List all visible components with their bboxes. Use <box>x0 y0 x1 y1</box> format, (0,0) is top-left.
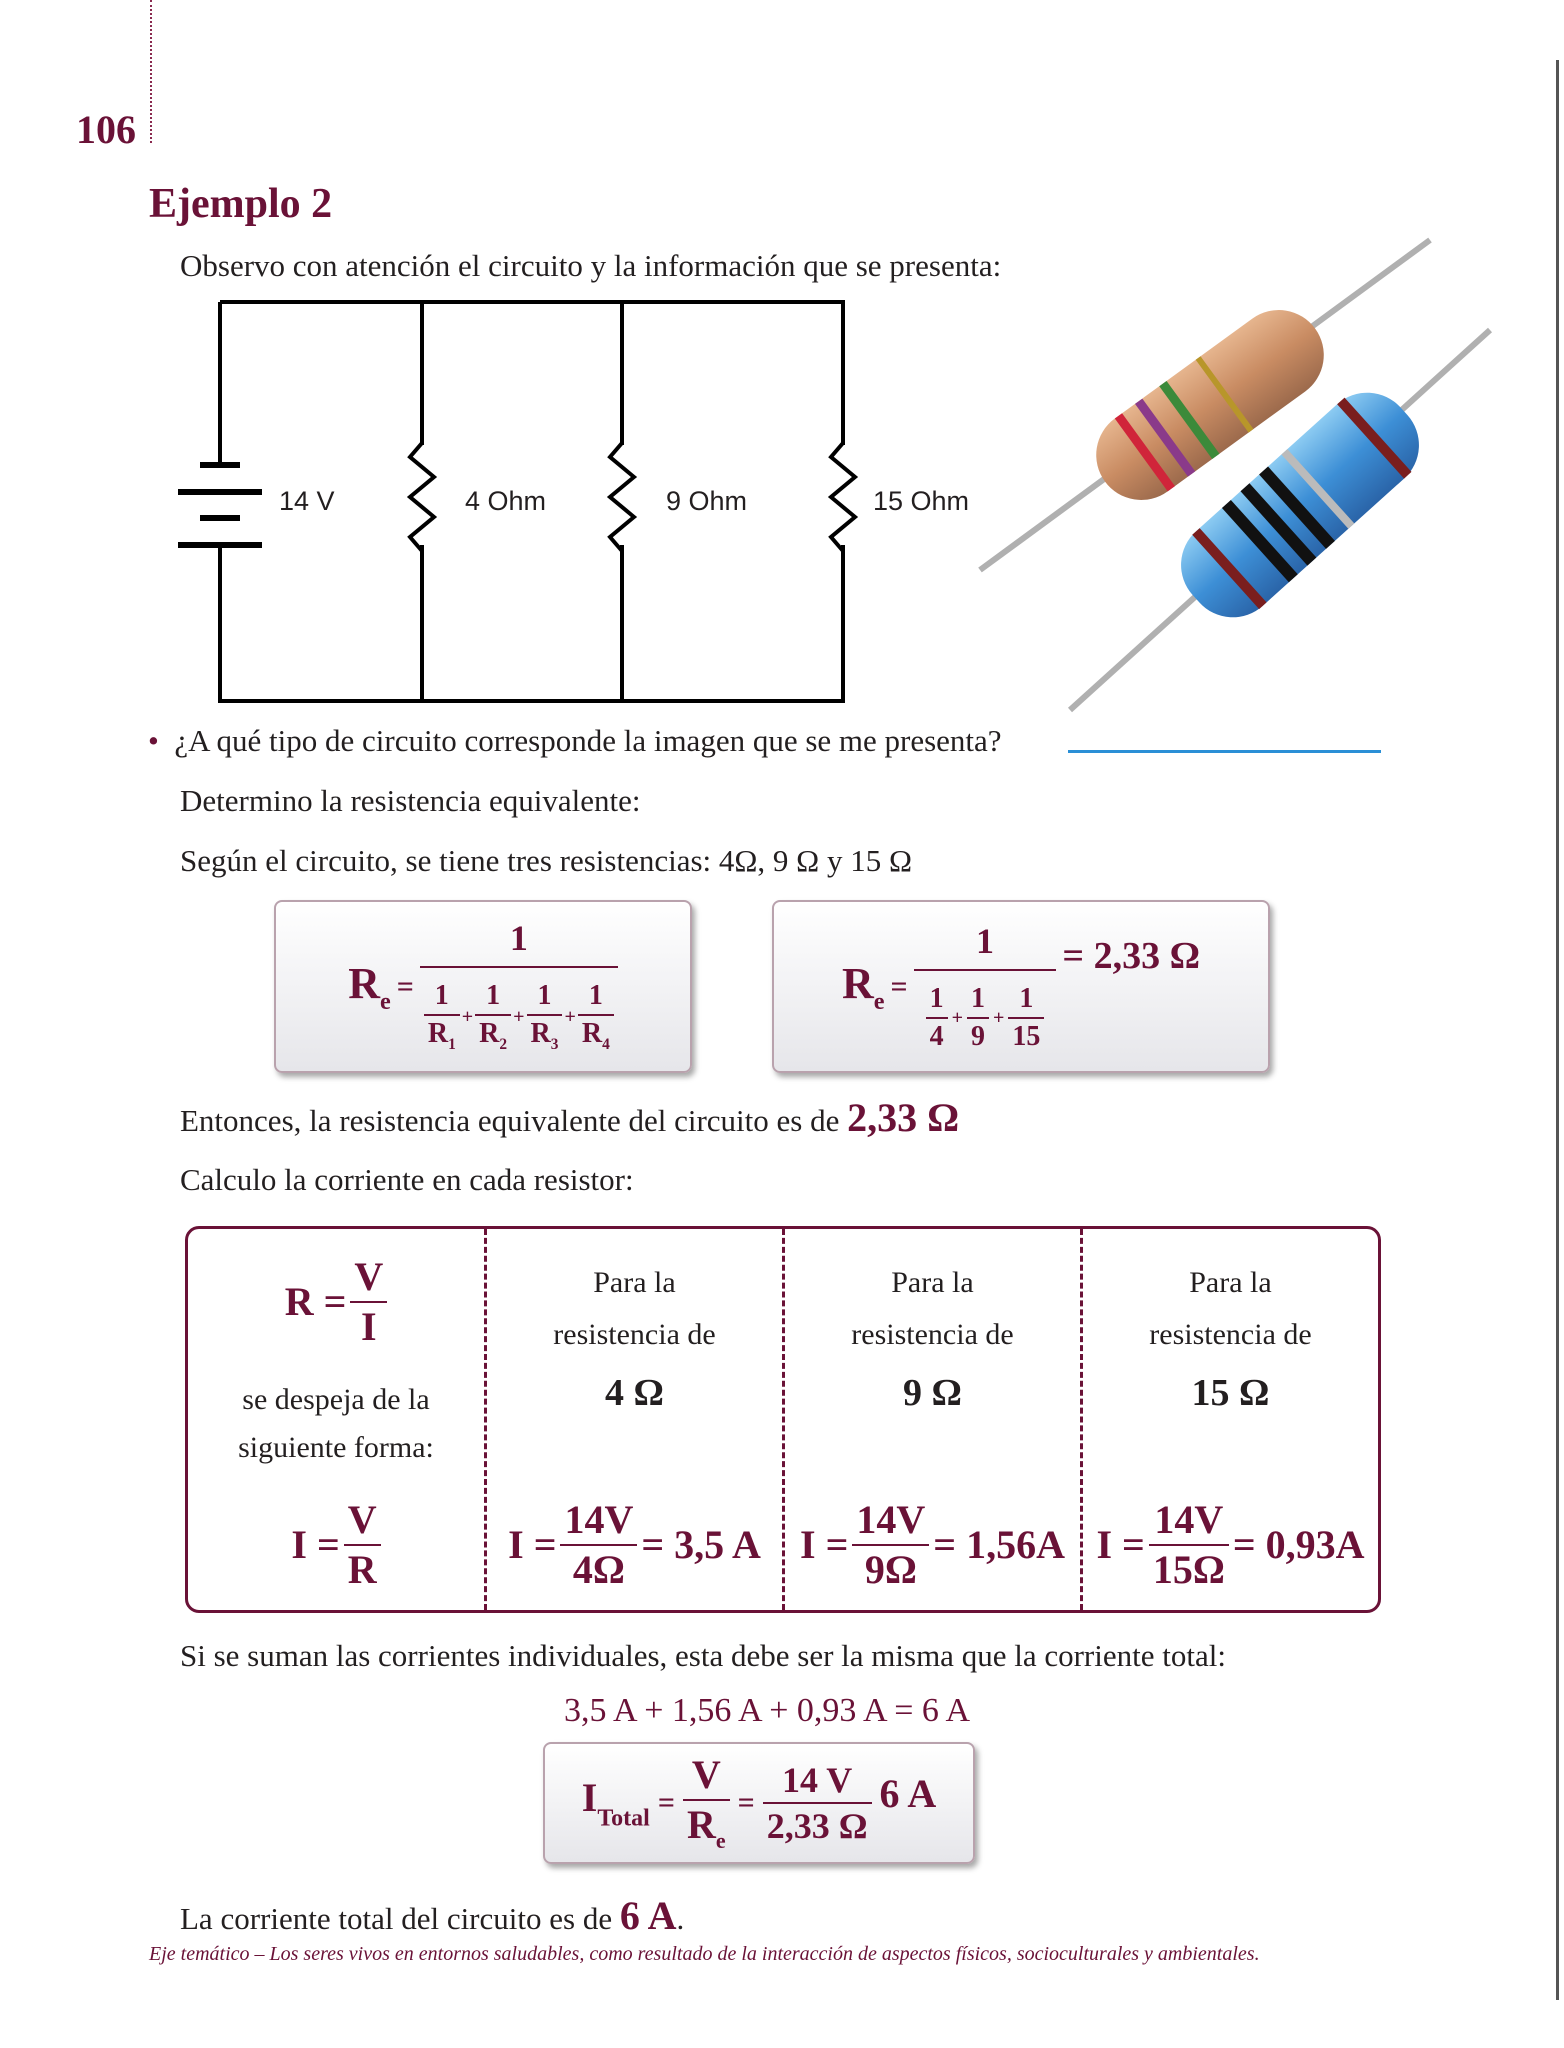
resistor-label: 9 Ohm <box>666 486 748 516</box>
section-title: Ejemplo 2 <box>149 181 333 227</box>
column-4-ohm: Para la resistencia de 4 Ω I = $\frac{14V}{4\Omega}$ = 3,5 A <box>484 1229 782 1610</box>
entonces-text: Entonces, la resistencia equivalente del circuito es de 2,33 Ω <box>180 1095 960 1140</box>
footer-theme: Eje temático – Los seres vivos en entornos saludables, como resultado de la interacción de aspectos físicos, socioculturales y ambientales. <box>149 1943 1260 1965</box>
equals: = <box>890 969 908 1003</box>
total-current-formula-box: $I_{Total}$ = $\frac{V}{R_e}$ = $\frac{14 V}{2,33 \Omega}$ 6 A <box>543 1742 975 1864</box>
equivalent-resistance-value: 2,33 Ω <box>847 1095 960 1140</box>
page-number: 106 <box>76 107 136 152</box>
fraction: 1 $\frac{1}{R_1}$ + $\frac{1}{R_2}$ + $\frac{1}{R_3}$ + $\frac{1}{R_4}$ <box>420 920 618 1052</box>
formula-box-values <box>772 900 1270 1073</box>
question <box>148 723 1002 759</box>
re-symbol: $R_e$ <box>841 958 885 1015</box>
result: = 2,33 Ω <box>1062 935 1201 977</box>
formula-box-general <box>274 900 692 1073</box>
fraction: 1 $\frac{1}{4}$ + $\frac{1}{9}$ + $\frac{1}{15}$ <box>914 923 1057 1051</box>
question-text: ¿A qué tipo de circuito corresponde la imagen que se me presenta? <box>174 723 1002 758</box>
resistor-label: 4 Ohm <box>465 486 547 516</box>
current-calculation-table <box>185 1226 1381 1613</box>
battery-label: 14 V <box>279 486 335 516</box>
sum-text: Si se suman las corrientes individuales, esta debe ser la misma que la corriente total: <box>180 1638 1226 1673</box>
determine-text: Determino la resistencia equivalente: <box>180 783 641 818</box>
column-9-ohm: Para la resistencia de 9 Ω I = $\frac{14V}{9\Omega}$ = 1,56A <box>782 1229 1080 1610</box>
margin-dotted-line <box>150 0 152 143</box>
answer-line-input[interactable] <box>1068 750 1381 753</box>
total-current-value: 6 A <box>619 1893 677 1938</box>
segun-text: Según el circuito, se tiene tres resistencias: 4Ω, 9 Ω y 15 Ω <box>180 843 912 878</box>
resistor-label: 15 Ohm <box>873 486 970 516</box>
bullet: • <box>148 723 175 758</box>
conclusion-text: La corriente total del circuito es de 6 A. <box>180 1893 685 1938</box>
calculo-text: Calculo la corriente en cada resistor: <box>180 1162 634 1197</box>
ohm-law-column: R = $\frac{V}{I}$ se despeja de la siguiente forma: I = $\frac{V}{R}$ <box>238 1254 434 1592</box>
column-15-ohm: Para la resistencia de 15 Ω I = $\frac{14V}{15\Omega}$ = 0,93A <box>1080 1229 1378 1610</box>
resistors-photo <box>970 230 1530 730</box>
intro-text: Observo con atención el circuito y la información que se presenta: <box>180 248 1002 283</box>
re-symbol: $R_e$ <box>348 958 391 1015</box>
sum-equation: 3,5 A + 1,56 A + 0,93 A = 6 A <box>563 1692 971 1729</box>
equals: = <box>396 969 414 1003</box>
